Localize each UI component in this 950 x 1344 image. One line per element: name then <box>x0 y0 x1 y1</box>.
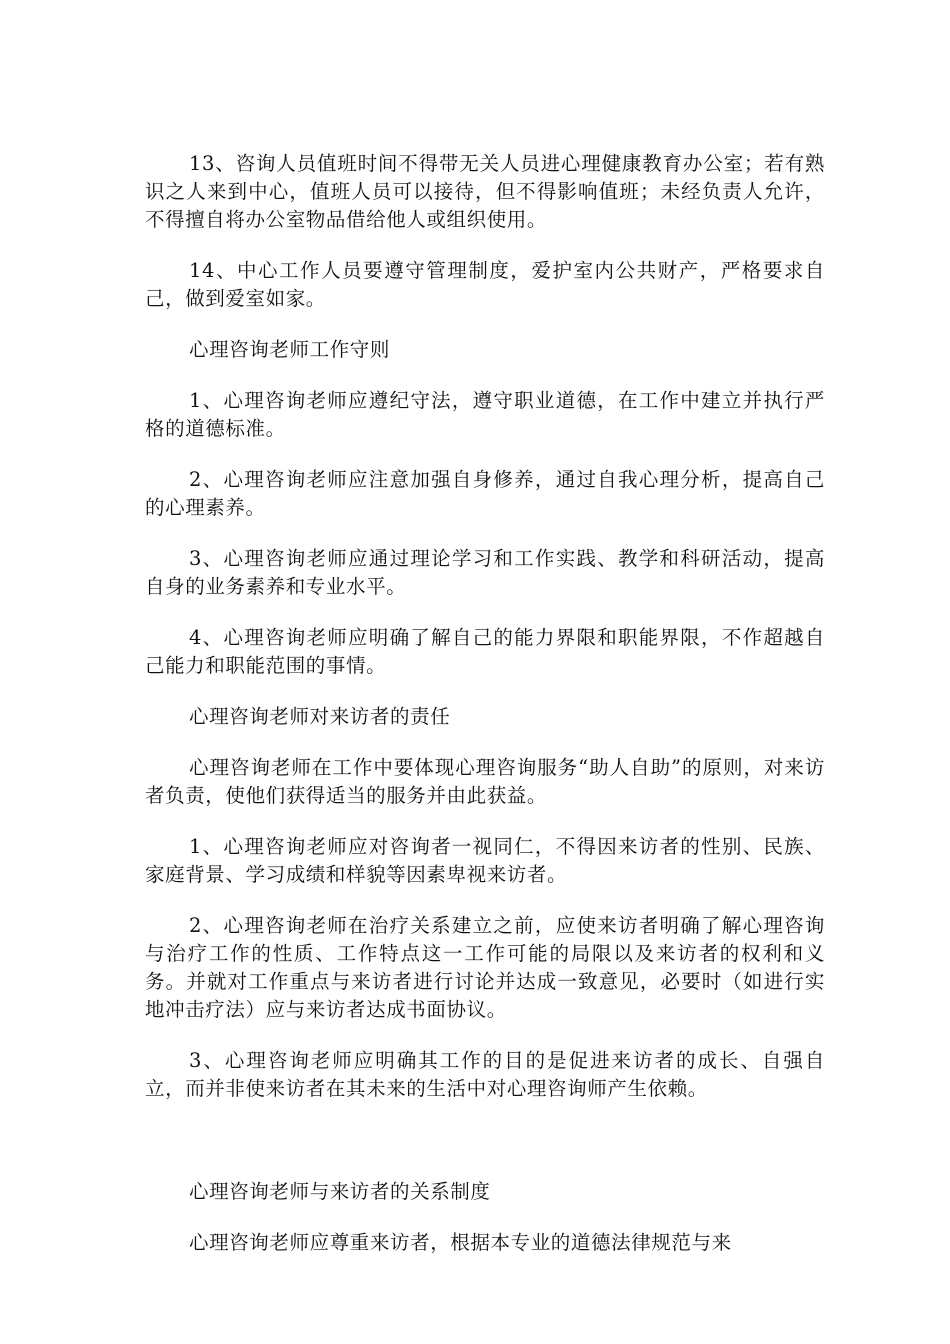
rule-13-paragraph: 13、咨询人员值班时间不得带无关人员进心理健康教育办公室；若有熟识之人来到中心，值班人员可以接待，但不得影响值班；未经负责人允许，不得擅自将办公室物品借给他人或组织使用。 <box>145 152 825 231</box>
section-heading-work-rules: 心理咨询老师工作守则 <box>189 338 391 361</box>
work-rule-3-paragraph: 3、心理咨询老师应通过理论学习和工作实践、教学和科研活动，提高自身的业务素养和专业水平。 <box>145 547 825 598</box>
section-spacer <box>145 1126 825 1178</box>
relationship-intro-paragraph: 心理咨询老师应尊重来访者，根据本专业的道德法律规范与来 <box>189 1231 732 1254</box>
responsibility-2-paragraph: 2、心理咨询老师在治疗关系建立之前，应使来访者明确了解心理咨询与治疗工作的性质、工作特点这一工作可能的局限以及来访者的权利和义务。并就对工作重点与来访者进行讨论并达成一致意见，必要时（如进行实地冲击疗法）应与来访者达成书面协议。 <box>145 914 825 1021</box>
section-heading-responsibility: 心理咨询老师对来访者的责任 <box>189 705 451 728</box>
work-rule-2-paragraph: 2、心理咨询老师应注意加强自身修养，通过自我心理分析，提高自己的心理素养。 <box>145 468 825 519</box>
work-rule-1-paragraph: 1、心理咨询老师应遵纪守法，遵守职业道德，在工作中建立并执行严格的道德标准。 <box>145 389 825 440</box>
rule-14-paragraph: 14、中心工作人员要遵守管理制度，爱护室内公共财产，严格要求自己，做到爱室如家。 <box>145 259 825 310</box>
responsibility-1-paragraph: 1、心理咨询老师应对咨询者一视同仁，不得因来访者的性别、民族、家庭背景、学习成绩和样貌等因素卑视来访者。 <box>145 835 825 886</box>
responsibility-3-paragraph: 3、心理咨询老师应明确其工作的目的是促进来访者的成长、自强自立，而并非使来访者在其未来的生活中对心理咨询师产生依赖。 <box>145 1049 825 1100</box>
section-heading-relationship: 心理咨询老师与来访者的关系制度 <box>189 1180 491 1203</box>
document-body <box>145 150 825 1280</box>
responsibility-intro-paragraph: 心理咨询老师在工作中要体现心理咨询服务“助人自助”的原则，对来访者负责，使他们获得适当的服务并由此获益。 <box>145 756 825 807</box>
work-rule-4-paragraph: 4、心理咨询老师应明确了解自己的能力界限和职能界限，不作超越自己能力和职能范围的事情。 <box>145 626 825 677</box>
